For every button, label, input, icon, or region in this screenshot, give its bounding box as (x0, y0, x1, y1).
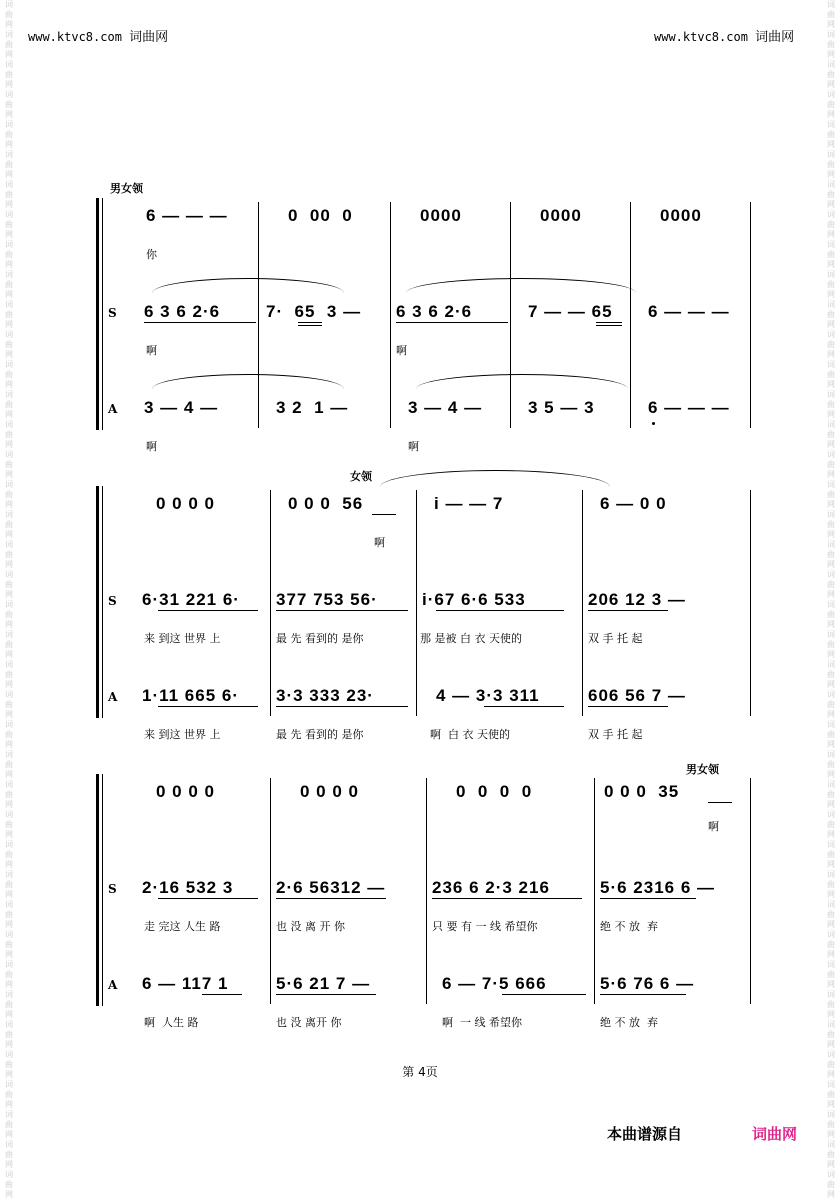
part-label-a: A (108, 690, 118, 704)
note-group: 0000 (420, 206, 462, 225)
note-group: 377 753 56· (276, 590, 378, 609)
note-group: 606 56 7 — (588, 686, 686, 705)
part-label-a: A (108, 402, 118, 416)
note-group: 3 2 1 — (276, 398, 349, 417)
note-group: 0 0 0 0 (156, 494, 215, 513)
system-1 (96, 198, 752, 453)
barline (270, 778, 271, 1004)
barline (510, 202, 511, 428)
lyric: 那 是被 白 衣 天使的 (420, 632, 522, 645)
barline (390, 202, 391, 428)
lyric: 啊 人生 路 (144, 1016, 199, 1029)
system-brace (96, 198, 107, 430)
octave-dot (652, 422, 655, 425)
note-group: 4 — 3·3 311 (436, 686, 540, 705)
note-group: 0 0 0 0 (300, 782, 359, 801)
barline (582, 490, 583, 716)
underline (600, 898, 696, 899)
lyric: 啊 (396, 344, 407, 357)
note-group: 3 5 — 3 (528, 398, 595, 417)
underline (276, 994, 376, 995)
underline (202, 994, 242, 995)
lyric: 绝 不 放 弃 (600, 1016, 658, 1029)
note-group: 1·11 665 6· (142, 686, 240, 705)
note-group: 6 3 6 2·6 (396, 302, 473, 321)
slur (152, 278, 344, 293)
underline (276, 610, 408, 611)
underline (276, 898, 386, 899)
underline (372, 514, 396, 515)
part-label-s: S (108, 882, 117, 896)
note-group: 6·31 221 6· (142, 590, 240, 609)
slur (380, 470, 610, 487)
barline (750, 202, 751, 428)
underline (298, 325, 322, 326)
underline (436, 610, 564, 611)
lyric: 啊 一 线 希望你 (442, 1016, 522, 1029)
note-group: 7· 65 3 — (266, 302, 362, 321)
note-group: 0000 (660, 206, 702, 225)
lyric: 来 到这 世界 上 (144, 632, 221, 645)
part-label-s: S (108, 594, 117, 608)
underline (298, 322, 322, 323)
underline (588, 706, 668, 707)
underline (596, 322, 622, 323)
underline (484, 706, 564, 707)
lyric: 最 先 看到的 是你 (276, 728, 364, 741)
note-group: 5·6 76 6 — (600, 974, 695, 993)
barline (270, 490, 271, 716)
barline (426, 778, 427, 1004)
slur (406, 278, 636, 293)
lyric: 你 (146, 248, 157, 261)
underline (502, 994, 586, 995)
note-group: 6 3 6 2·6 (144, 302, 221, 321)
lyric: 啊 (408, 440, 419, 453)
note-group: 3 — 4 — (408, 398, 483, 417)
watermark-left: 词曲网词曲网词曲网词曲网词曲网词曲网词曲网词曲网词曲网词曲网词曲网词曲网词曲网词曲网词曲网词曲网词曲网词曲网词曲网词曲网词曲网词曲网词曲网词曲网词曲网词曲网词曲网词曲网词曲网词曲网词曲网词曲网词曲网词曲网词曲网词曲网词曲网词曲网词曲网词曲网 (5, 0, 13, 1199)
note-group: 0 0 0 0 (456, 782, 533, 801)
underline (158, 610, 258, 611)
watermark-right: 词曲网词曲网词曲网词曲网词曲网词曲网词曲网词曲网词曲网词曲网词曲网词曲网词曲网词曲网词曲网词曲网词曲网词曲网词曲网词曲网词曲网词曲网词曲网词曲网词曲网词曲网词曲网词曲网词曲网词曲网词曲网词曲网词曲网词曲网词曲网词曲网词曲网词曲网词曲网词曲网 (827, 0, 835, 1199)
note-group: 6 — 0 0 (600, 494, 667, 513)
source-label: 本曲谱源自 (607, 1125, 683, 1143)
underline (396, 322, 508, 323)
note-group: 3 — 4 — (144, 398, 219, 417)
lyric: 最 先 看到的 是你 (276, 632, 364, 645)
system-1-label: 男女领 (110, 182, 143, 195)
note-group: 236 6 2·3 216 (432, 878, 550, 897)
lyric: 也 没 离开 你 (276, 1016, 342, 1029)
brand-link[interactable]: 词曲网 (752, 1125, 798, 1143)
lyric: 双 手 托 起 (588, 728, 643, 741)
page-number: 第 4页 (402, 1065, 438, 1079)
barline (258, 202, 259, 428)
lyric: 啊 白 衣 天使的 (430, 728, 510, 741)
note-group: 0 00 0 (288, 206, 353, 225)
lyric: 啊 (146, 440, 157, 453)
lyric: 啊 (708, 820, 719, 833)
system-brace (96, 774, 107, 1006)
lyric: 啊 (374, 536, 385, 549)
lyric: 走 完这 人生 路 (144, 920, 221, 933)
note-group: 0000 (540, 206, 582, 225)
slur (152, 374, 344, 389)
lyric: 啊 (146, 344, 157, 357)
header-left (28, 26, 168, 45)
note-group: i — — 7 (434, 494, 504, 513)
barline (750, 778, 751, 1004)
underline (158, 706, 258, 707)
underline (144, 322, 256, 323)
note-group: 2·6 56312 — (276, 878, 386, 897)
header-left-url[interactable]: www.ktvc8.com (28, 30, 122, 44)
note-group: 5·6 21 7 — (276, 974, 371, 993)
underline (276, 706, 408, 707)
header-right-site: 词曲网 (755, 30, 795, 45)
note-group: 6 — — — (146, 206, 228, 225)
system-2-label: 女领 (350, 470, 372, 483)
lyric: 只 要 有 一 线 希望你 (432, 920, 538, 933)
header-right-url[interactable]: www.ktvc8.com (654, 30, 748, 44)
underline (600, 994, 686, 995)
lyric: 来 到这 世界 上 (144, 728, 221, 741)
note-group: 0 0 0 35 (604, 782, 680, 801)
note-group: 5·6 2316 6 — (600, 878, 716, 897)
underline (596, 325, 622, 326)
note-group: 6 — — — (648, 398, 730, 417)
note-group: 3·3 333 23· (276, 686, 374, 705)
barline (630, 202, 631, 428)
barline (750, 490, 751, 716)
note-group: 7 — — 65 (528, 302, 613, 321)
note-group: 2·16 532 3 (142, 878, 234, 897)
part-label-a: A (108, 978, 118, 992)
header-right (654, 26, 794, 45)
system-brace (96, 486, 107, 718)
note-group: 6 — 7·5 666 (442, 974, 547, 993)
note-group: 0 0 0 0 (156, 782, 215, 801)
system-3-label: 男女领 (686, 763, 719, 776)
note-group: 206 12 3 — (588, 590, 686, 609)
lyric: 也 没 离 开 你 (276, 920, 345, 933)
note-group: 0 0 0 56 (288, 494, 364, 513)
lyric: 双 手 托 起 (588, 632, 643, 645)
slur (416, 374, 628, 389)
system-3 (96, 774, 752, 1029)
system-2 (96, 486, 752, 741)
underline (432, 898, 582, 899)
note-group: 6 — — — (648, 302, 730, 321)
underline (708, 802, 732, 803)
underline (588, 610, 668, 611)
lyric: 绝 不 放 弃 (600, 920, 658, 933)
underline (158, 898, 258, 899)
barline (416, 490, 417, 716)
barline (594, 778, 595, 1004)
part-label-s: S (108, 306, 117, 320)
note-group: i·67 6·6 533 (422, 590, 526, 609)
header-left-site: 词曲网 (129, 30, 169, 45)
note-group: 6 — 117 1 (142, 974, 229, 993)
